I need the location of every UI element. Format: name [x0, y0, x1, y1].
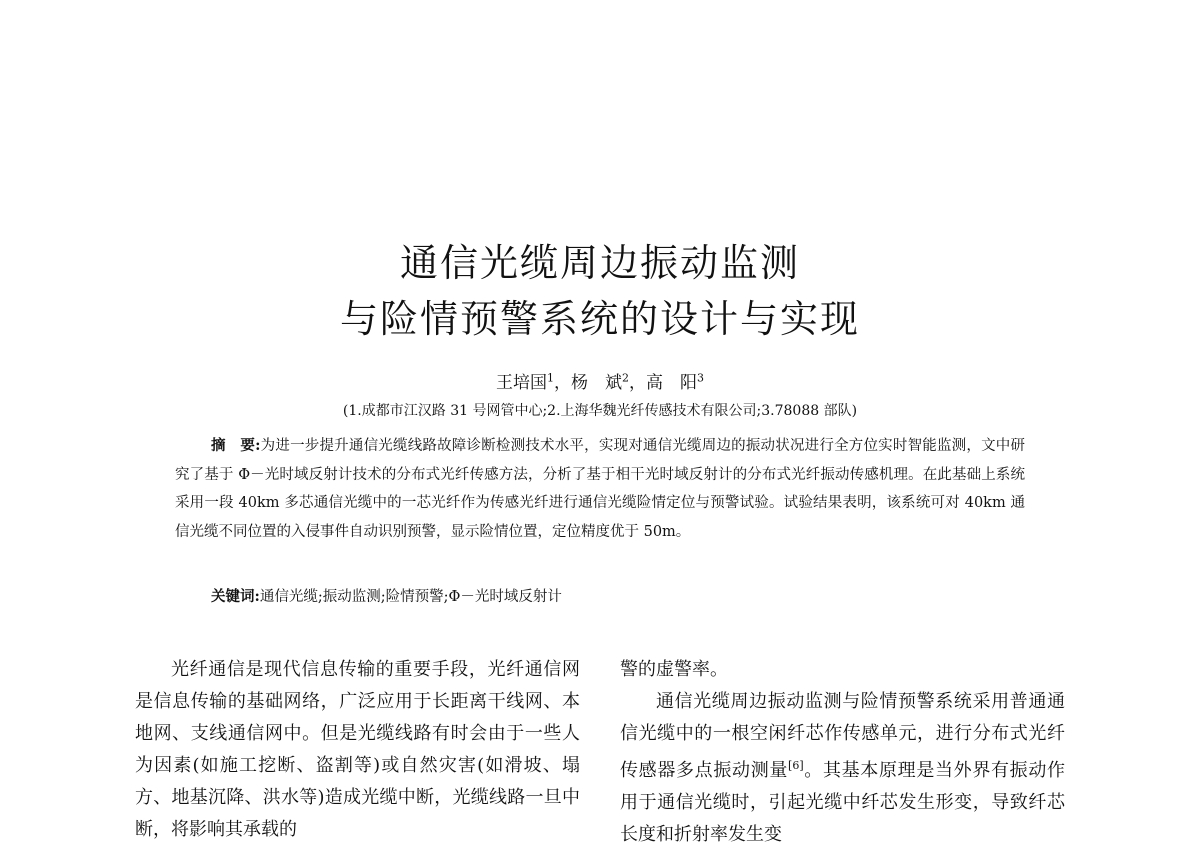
author-list [0, 368, 1200, 393]
keywords [211, 585, 562, 606]
body-paragraph [620, 686, 1065, 851]
body-paragraph-continued: 警的虚警率。 [620, 659, 728, 680]
paper-title-line-1: 通信光缆周边振动监测 [399, 241, 800, 285]
keywords-label: 关键词: [211, 588, 260, 605]
author-name: 王培国 [496, 373, 547, 393]
abstract [175, 432, 1025, 546]
author-separator: ， [629, 373, 646, 393]
affiliations: (1.成都市江汉路 31 号网管中心;2.上海华魏光纤传感技术有限公司;3.78088 部队) [342, 403, 858, 419]
body-column-left [135, 654, 580, 846]
abstract-label: 摘 要: [211, 437, 261, 454]
keywords-text: 通信光缆;振动监测;险情预警;Φ－光时域反射计 [259, 589, 562, 605]
body-paragraph: 光纤通信是现代信息传输的重要手段，光纤通信网是信息传输的基础网络，广泛应用于长距离干线网、本地网、支线通信网中。但是光缆线路有时会由于一些人为因素(如施工挖断、盗割等)或自然灾害(如滑坡、塌方、地基沉降、洪水等)造成光缆中断，光缆线路一旦中断，将影响其承载的 [135, 659, 580, 840]
author-name: 高 阳 [646, 373, 697, 393]
author-name: 杨 斌 [571, 373, 622, 393]
author-affil-mark: 3 [697, 371, 704, 385]
body-text: 通信光缆周边振动监测与险情预警系统采用普通通信光缆中的一根空闲纤芯作传感单元，进行分布式光纤传感器多点振动测量 [620, 691, 1065, 781]
author-affil-mark: 2 [622, 371, 629, 385]
body-column-right [620, 654, 1065, 851]
paper-title-line-2: 与险情预警系统的设计与实现 [339, 297, 860, 341]
citation-ref: [6] [788, 759, 804, 772]
abstract-text: 为进一步提升通信光缆线路故障诊断检测技术水平，实现对通信光缆周边的振动状况进行全方位实时智能监测，文中研究了基于 Φ－光时域反射计技术的分布式光纤传感方法，分析了基于相干光时域反射计的分布式光纤振动传感机理。在此基础上系统采用一段 40km 多芯通信光缆中的一芯光纤作为传感光纤进行通信光缆险情定位与预警试验。试验结果表明，该系统可对 40km 通信光缆不同位置的入侵事件自动识别预警，显示险情位置，定位精度优于 50m。 [175, 438, 1025, 540]
author-affil-mark: 1 [547, 371, 554, 385]
author-separator: ， [554, 373, 571, 393]
body-text: 。其基本原理是当外界有振动作用于通信光缆时，引起光缆中纤芯发生形变，导致纤芯长度和折射率发生变 [620, 760, 1066, 845]
